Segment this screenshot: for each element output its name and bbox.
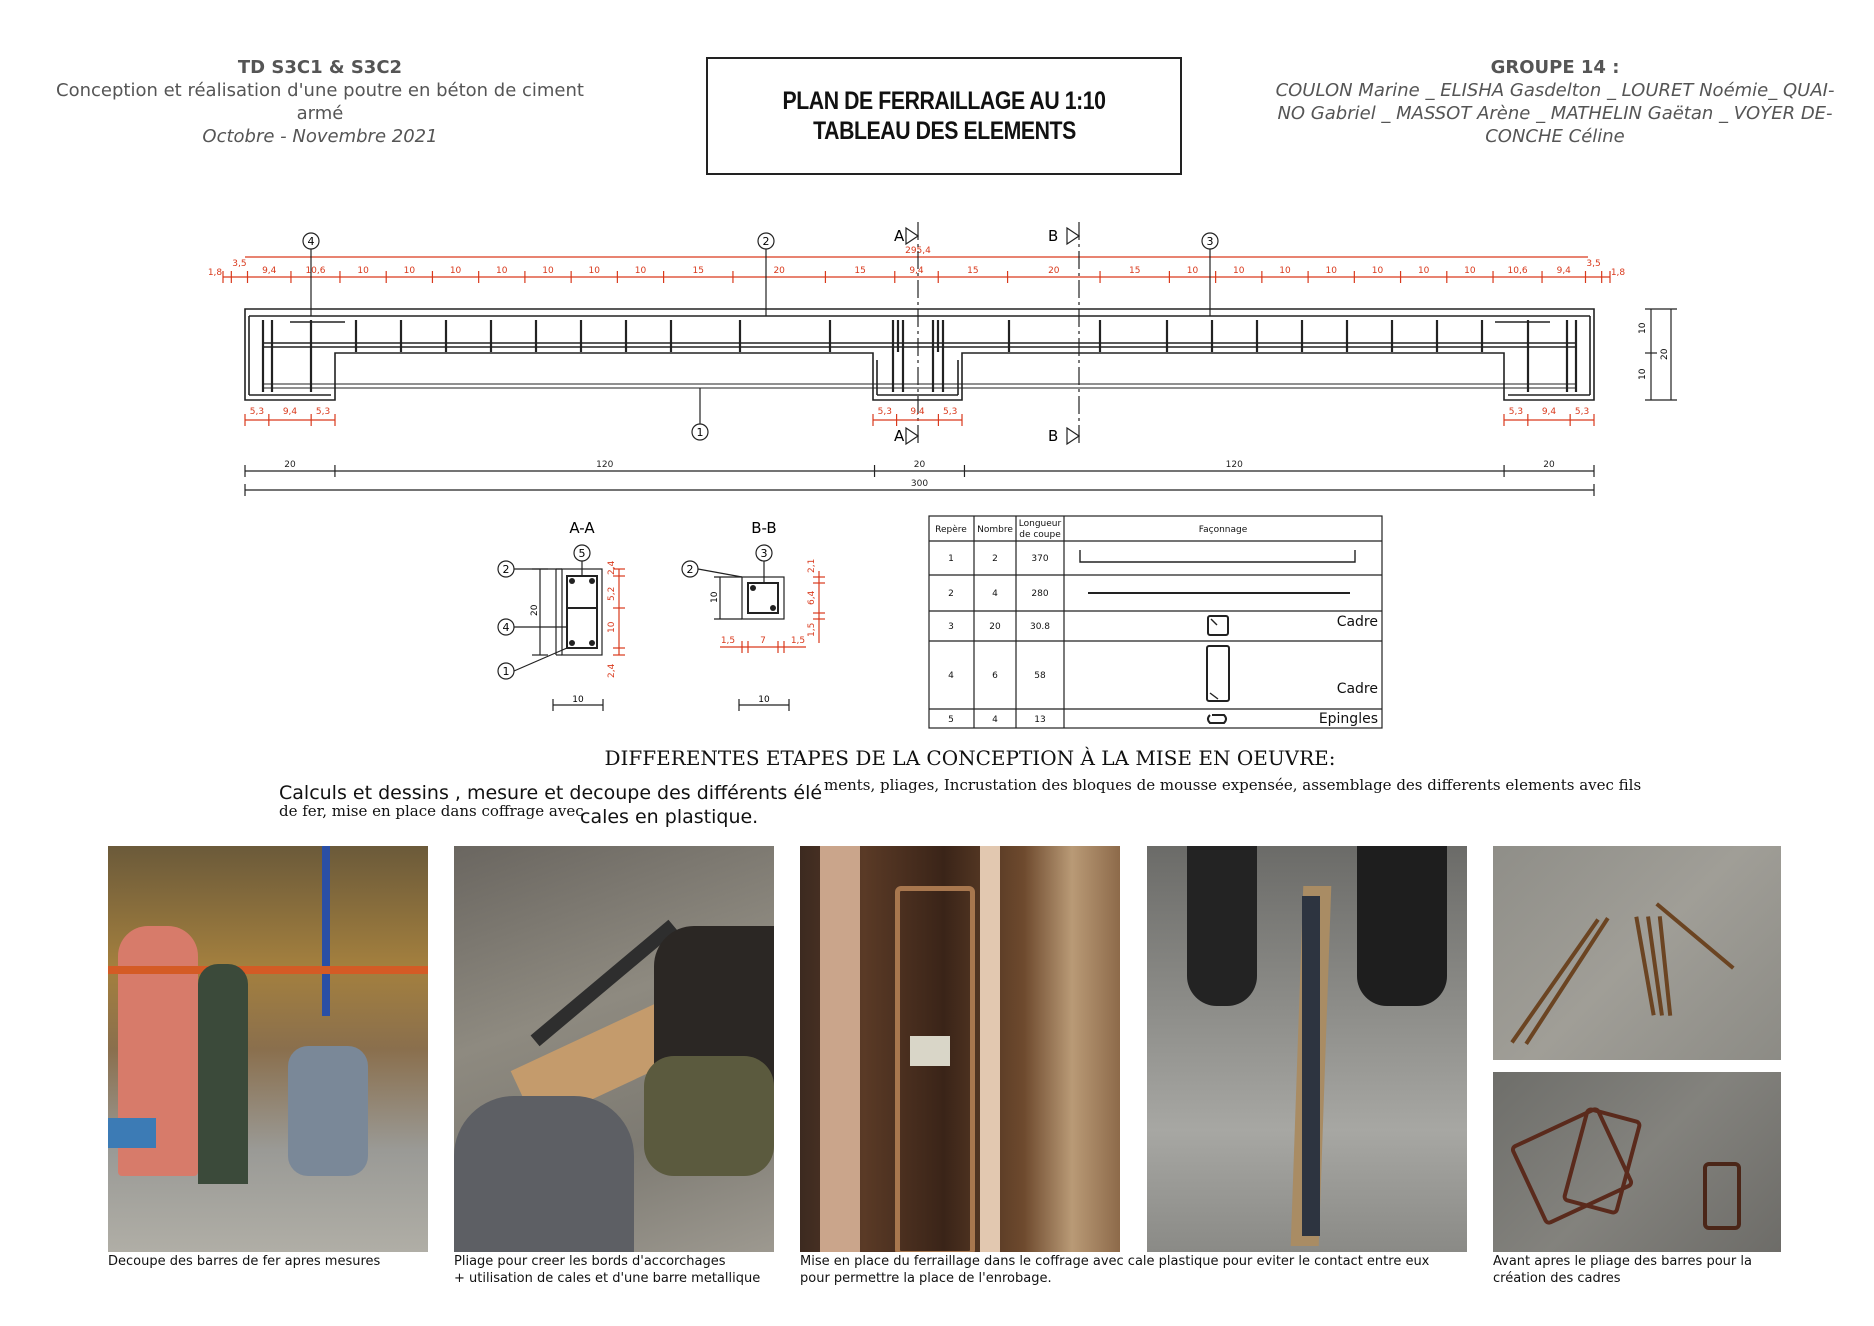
table-cell-longueur: 280 [1031, 589, 1049, 599]
overall-total-label: 300 [910, 479, 929, 489]
th-faconnage: Façonnage [1198, 525, 1248, 535]
top-dim-label: 3,5 [232, 259, 247, 269]
photo-bending-bars [454, 846, 774, 1252]
members-line-3: CONCHE Céline [1485, 126, 1625, 147]
bottom-dim-label: 9,4 [282, 407, 298, 417]
stirrups [263, 320, 1576, 392]
overall-dim-label: 20 [284, 460, 296, 470]
section-b-bottom: B [1048, 427, 1059, 445]
aa-height: 20 [530, 604, 540, 616]
top-dim-label: 1,8 [1610, 268, 1626, 278]
bb-bottom-1: 1,5 [720, 636, 736, 646]
bottom-dim-label: 5,3 [877, 407, 892, 417]
elements-table [928, 515, 1384, 730]
members-line-2: NO Gabriel _ MASSOT Arène _ MATHELIN Gaëtan _ VOYER DE- [1277, 103, 1833, 124]
table-cell-nombre: 2 [992, 554, 998, 564]
bb-height: 10 [710, 591, 720, 603]
row5-label: Epingles [1318, 711, 1378, 727]
aa-right-1: 2,4 [607, 560, 617, 575]
caption-photo-3-line-1: Mise en place du ferraillage dans le coffrage avec cale plastique pour eviter le contact entre eux [800, 1254, 1430, 1269]
course-code: TD S3C1 & S3C2 [237, 57, 403, 78]
top-dim-label: 10 [496, 266, 508, 276]
top-dim-label: 15 [854, 266, 866, 276]
th-longueur-2: de coupe [1019, 530, 1061, 540]
group-title: GROUPE 14 : [1490, 57, 1620, 78]
side-dim-top: 10 [1638, 322, 1648, 334]
bb-bottom-3: 1,5 [790, 636, 806, 646]
etapes-text-d: cales en plastique. [580, 806, 759, 828]
bottom-dim-label: 5,3 [249, 407, 265, 417]
row3-label: Cadre [1336, 614, 1378, 630]
section-a-bottom: A [894, 427, 905, 445]
aa-marker-2: 2 [502, 563, 510, 576]
top-dim-label: 3,5 [1586, 259, 1601, 269]
bottom-dim-label: 5,3 [1574, 407, 1590, 417]
aa-right-2: 5,2 [607, 586, 617, 601]
etapes-text-c: de fer, mise en place dans coffrage avec [279, 802, 584, 820]
caption-photo-5-line-2: création des cadres [1493, 1271, 1621, 1286]
table-cell-nombre: 4 [992, 589, 998, 599]
caption-photo-5-line-1: Avant apres le pliage des barres pour la [1493, 1254, 1752, 1269]
bb-right-3: 1,5 [807, 622, 817, 637]
top-dim-label: 9,4 [262, 266, 277, 276]
etapes-title: DIFFERENTES ETAPES DE LA CONCEPTION À LA MISE EN OEUVRE: [604, 746, 1336, 770]
bb-marker-3: 3 [760, 547, 768, 560]
table-cell-nombre: 6 [992, 671, 998, 681]
table-cell-repere: 1 [948, 554, 954, 564]
top-dim-label: 9,4 [1556, 266, 1571, 276]
section-bb-title: B-B [751, 519, 777, 537]
top-dim-label: 10 [1325, 266, 1337, 276]
th-nombre: Nombre [977, 525, 1013, 535]
plan-title: PLAN DE FERRAILLAGE AU 1:10 [782, 87, 1106, 115]
top-dim-label: 20 [1048, 266, 1060, 276]
table-cell-repere: 2 [948, 589, 954, 599]
aa-right-3: 10 [607, 621, 617, 633]
course-title: Conception et réalisation d'une poutre en béton de ciment [56, 80, 584, 101]
bb-right-2: 6,4 [807, 590, 817, 605]
aa-marker-1: 1 [502, 665, 510, 678]
overall-dim-label: 120 [1225, 460, 1243, 470]
etapes-text-b: ments, pliages, Incrustation des bloques de mousse expensée, assemblage des differents elements avec fils [824, 776, 1642, 794]
plan-subtitle: TABLEAU DES ELEMENTS [812, 117, 1076, 145]
bottom-dim-label: 5,3 [1508, 407, 1524, 417]
marker-4: 4 [307, 235, 315, 248]
top-dim-label: 10,6 [305, 266, 326, 276]
marker-2: 2 [762, 235, 770, 248]
section-b-top: B [1048, 227, 1059, 245]
top-dim-label: 10 [634, 266, 647, 276]
marker-3: 3 [1206, 235, 1214, 248]
top-dim-label: 10 [357, 266, 369, 276]
bottom-dim-label: 5,3 [315, 407, 331, 417]
photo-assembled-beam [1147, 846, 1467, 1252]
top-dim-label: 9,4 [909, 266, 924, 276]
top-dim-label: 10,6 [1507, 266, 1528, 276]
bb-width: 10 [758, 695, 770, 705]
row4-label: Cadre [1336, 681, 1378, 697]
section-a-top: A [894, 227, 905, 245]
top-dim-label: 15 [1128, 266, 1141, 276]
side-dim-total: 20 [1660, 348, 1670, 360]
caption-photo-2-line-2: + utilisation de cales et d'une barre metallique [454, 1271, 761, 1286]
course-date: Octobre - Novembre 2021 [202, 126, 438, 147]
caption-photo-5 [1493, 1253, 1752, 1287]
top-dim-label: 10 [449, 266, 462, 276]
caption-photo-3-line-2: pour permettre la place de l'enrobage. [800, 1271, 1052, 1286]
table-cell-longueur: 30.8 [1029, 622, 1051, 632]
cross-sections [480, 515, 840, 725]
etapes-text-a: Calculs et dessins , mesure et decoupe des différents élé [279, 782, 823, 804]
table-cell-longueur: 58 [1034, 671, 1046, 681]
bb-marker-2: 2 [686, 563, 694, 576]
rebar-markers [303, 233, 1218, 440]
photo-bars-before [1493, 846, 1781, 1060]
total-top-dim: 295,4 [905, 246, 931, 256]
top-dim-label: 10 [1233, 266, 1245, 276]
top-dim-label: 10 [403, 266, 416, 276]
bottom-dim-label: 5,3 [943, 407, 958, 417]
aa-width: 10 [572, 695, 584, 705]
course-title-cont: armé [296, 103, 344, 124]
aa-marker-5: 5 [578, 547, 586, 560]
side-dim-bottom: 10 [1638, 368, 1648, 380]
top-dim-label: 10 [1464, 266, 1476, 276]
caption-photo-3 [800, 1253, 1429, 1287]
overall-dim-label: 120 [596, 460, 614, 470]
top-dim-label: 10 [1417, 266, 1430, 276]
table-cell-nombre: 4 [992, 715, 998, 725]
table-cell-longueur: 13 [1034, 715, 1046, 725]
top-dim-label: 1,8 [207, 268, 223, 278]
table-cell-nombre: 20 [989, 622, 1001, 632]
top-dim-label: 10 [542, 266, 554, 276]
table-cell-longueur: 370 [1031, 554, 1049, 564]
top-dim-label: 15 [692, 266, 705, 276]
overall-dim-label: 20 [913, 460, 926, 470]
th-repere: Repère [935, 525, 967, 535]
th-longueur-1: Longueur [1018, 519, 1062, 529]
bb-right-1: 2,1 [807, 558, 817, 573]
top-dim-label: 10 [1186, 266, 1199, 276]
table-cell-repere: 5 [948, 715, 954, 725]
overall-dim-label: 20 [1543, 460, 1555, 470]
table-cell-repere: 3 [948, 622, 954, 632]
photo-formwork-rebar [800, 846, 1120, 1252]
top-dim-label: 15 [967, 266, 979, 276]
top-dim-label: 10 [588, 266, 600, 276]
photo-bars-after [1493, 1072, 1781, 1252]
bottom-dim-label: 9,4 [910, 407, 925, 417]
aa-right-4: 2,4 [607, 663, 617, 678]
bb-bottom-2: 7 [760, 636, 766, 646]
aa-marker-4: 4 [502, 621, 510, 634]
caption-photo-1: Decoupe des barres de fer apres mesures [108, 1254, 381, 1269]
photo-cutting-bars [108, 846, 428, 1252]
top-dim-label: 10 [1371, 266, 1384, 276]
beam-elevation-drawing [0, 0, 1874, 520]
caption-photo-2-line-1: Pliage pour creer les bords d'accorchages [454, 1254, 726, 1269]
members-line-1: COULON Marine _ ELISHA Gasdelton _ LOURET Noémie_ QUAI- [1275, 80, 1835, 101]
table-cell-repere: 4 [948, 671, 954, 681]
marker-1: 1 [696, 426, 704, 439]
bottom-dim-label: 9,4 [1541, 407, 1557, 417]
caption-photo-2 [454, 1253, 760, 1287]
section-aa-title: A-A [569, 519, 595, 537]
top-dim-label: 20 [773, 266, 785, 276]
top-dim-label: 10 [1279, 266, 1291, 276]
